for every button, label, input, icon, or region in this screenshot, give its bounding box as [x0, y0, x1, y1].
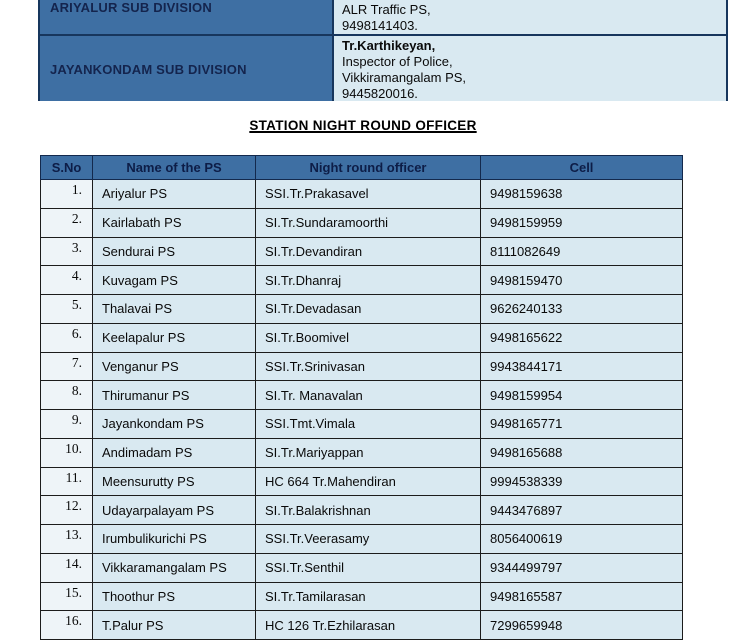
officer-cell: HC 664 Tr.Mahendiran — [256, 467, 481, 496]
officer-cell: SI.Tr.Mariyappan — [256, 438, 481, 467]
ps-name-cell: Thirumanur PS — [93, 381, 256, 410]
officer-name: Tr.Karthikeyan, — [342, 38, 436, 53]
officer-cell: SI.Tr.Dhanraj — [256, 266, 481, 295]
officer-phone: 9445820016. — [342, 86, 418, 101]
table-row — [41, 237, 683, 266]
table-row — [41, 180, 683, 209]
ps-name-cell: Udayarpalayam PS — [93, 496, 256, 525]
cell-number-cell: 9498159954 — [481, 381, 683, 410]
officer-cell: SI.Tr.Boomivel — [256, 323, 481, 352]
officer-cell: HC 126 Tr.Ezhilarasan — [256, 611, 481, 640]
ps-name-cell: Venganur PS — [93, 352, 256, 381]
officer-detail-line: ALR Traffic PS, — [342, 2, 431, 17]
ps-name-cell: Meensurutty PS — [93, 467, 256, 496]
night-round-officer-table — [40, 155, 683, 640]
table-row — [41, 553, 683, 582]
sno-cell: 13. — [41, 525, 93, 554]
officer-cell: SSI.Tr.Senthil — [256, 553, 481, 582]
cell-number-cell: 8056400619 — [481, 525, 683, 554]
sno-cell: 9. — [41, 410, 93, 439]
table-header-row — [41, 156, 683, 180]
ps-name-cell: Sendurai PS — [93, 237, 256, 266]
sub-division-officer-details — [334, 36, 726, 101]
ps-name-cell: Kuvagam PS — [93, 266, 256, 295]
sno-cell: 3. — [41, 237, 93, 266]
column-header-officer: Night round officer — [256, 156, 481, 180]
ps-name-cell: Keelapalur PS — [93, 323, 256, 352]
ps-name-cell: Kairlabath PS — [93, 208, 256, 237]
sno-cell: 11. — [41, 467, 93, 496]
sno-cell: 16. — [41, 611, 93, 640]
cell-number-cell: 9498159470 — [481, 266, 683, 295]
officer-station: Vikkiramangalam PS, — [342, 70, 467, 85]
sno-cell: 1. — [41, 180, 93, 209]
cell-number-cell: 9943844171 — [481, 352, 683, 381]
cell-number-cell: 9498165688 — [481, 438, 683, 467]
sno-cell: 7. — [41, 352, 93, 381]
sno-cell: 12. — [41, 496, 93, 525]
cell-number-cell: 9498165622 — [481, 323, 683, 352]
sub-division-row-jayankondam — [40, 34, 726, 101]
table-row — [41, 266, 683, 295]
officer-rank: Inspector of Police, — [342, 54, 453, 69]
table-row — [41, 611, 683, 640]
column-header-ps: Name of the PS — [93, 156, 256, 180]
cell-number-cell: 9344499797 — [481, 553, 683, 582]
cell-number-cell: 9498159959 — [481, 208, 683, 237]
sno-cell: 5. — [41, 295, 93, 324]
sub-division-name: ARIYALUR SUB DIVISION — [40, 0, 334, 34]
table-row — [41, 467, 683, 496]
main-table-body — [41, 180, 683, 640]
table-row — [41, 295, 683, 324]
ps-name-cell: Ariyalur PS — [93, 180, 256, 209]
ps-name-cell: Jayankondam PS — [93, 410, 256, 439]
officer-cell: SI.Tr.Devandiran — [256, 237, 481, 266]
officer-cell: SSI.Tmt.Vimala — [256, 410, 481, 439]
table-row — [41, 410, 683, 439]
officer-cell: SSI.Tr.Veerasamy — [256, 525, 481, 554]
officer-cell: SI.Tr.Tamilarasan — [256, 582, 481, 611]
sub-division-officer-details — [334, 0, 726, 34]
officer-cell: SI.Tr. Manavalan — [256, 381, 481, 410]
officer-cell: SI.Tr.Balakrishnan — [256, 496, 481, 525]
cell-number-cell: 9498159638 — [481, 180, 683, 209]
officer-cell: SI.Tr.Devadasan — [256, 295, 481, 324]
page-title: STATION NIGHT ROUND OFFICER — [249, 118, 477, 133]
sub-division-table-inner — [38, 0, 728, 101]
table-row — [41, 381, 683, 410]
ps-name-cell: Thalavai PS — [93, 295, 256, 324]
table-row — [41, 438, 683, 467]
officer-cell: SI.Tr.Sundaramoorthi — [256, 208, 481, 237]
table-row — [41, 525, 683, 554]
sno-cell: 10. — [41, 438, 93, 467]
table-row — [41, 496, 683, 525]
sno-cell: 15. — [41, 582, 93, 611]
sub-division-row-ariyalur — [40, 0, 726, 34]
sub-division-name: JAYANKONDAM SUB DIVISION — [40, 36, 334, 101]
ps-name-cell: Irumbulikurichi PS — [93, 525, 256, 554]
sno-cell: 8. — [41, 381, 93, 410]
ps-name-cell: Andimadam PS — [93, 438, 256, 467]
column-header-cell: Cell — [481, 156, 683, 180]
cell-number-cell: 9498165587 — [481, 582, 683, 611]
table-row — [41, 323, 683, 352]
ps-name-cell: Vikkaramangalam PS — [93, 553, 256, 582]
table-header — [41, 156, 683, 180]
table-row — [41, 352, 683, 381]
officer-phone: 9498141403. — [342, 18, 418, 33]
cell-number-cell: 8111082649 — [481, 237, 683, 266]
ps-name-cell: Thoothur PS — [93, 582, 256, 611]
officer-cell: SSI.Tr.Srinivasan — [256, 352, 481, 381]
sno-cell: 14. — [41, 553, 93, 582]
sub-division-table — [38, 0, 728, 101]
cell-number-cell: 9498165771 — [481, 410, 683, 439]
sno-cell: 6. — [41, 323, 93, 352]
officer-cell: SSI.Tr.Prakasavel — [256, 180, 481, 209]
cell-number-cell: 7299659948 — [481, 611, 683, 640]
cell-number-cell: 9994538339 — [481, 467, 683, 496]
table-row — [41, 582, 683, 611]
ps-name-cell: T.Palur PS — [93, 611, 256, 640]
cell-number-cell: 9443476897 — [481, 496, 683, 525]
sno-cell: 4. — [41, 266, 93, 295]
table-row — [41, 208, 683, 237]
cell-number-cell: 9626240133 — [481, 295, 683, 324]
sno-cell: 2. — [41, 208, 93, 237]
column-header-sno: S.No — [41, 156, 93, 180]
